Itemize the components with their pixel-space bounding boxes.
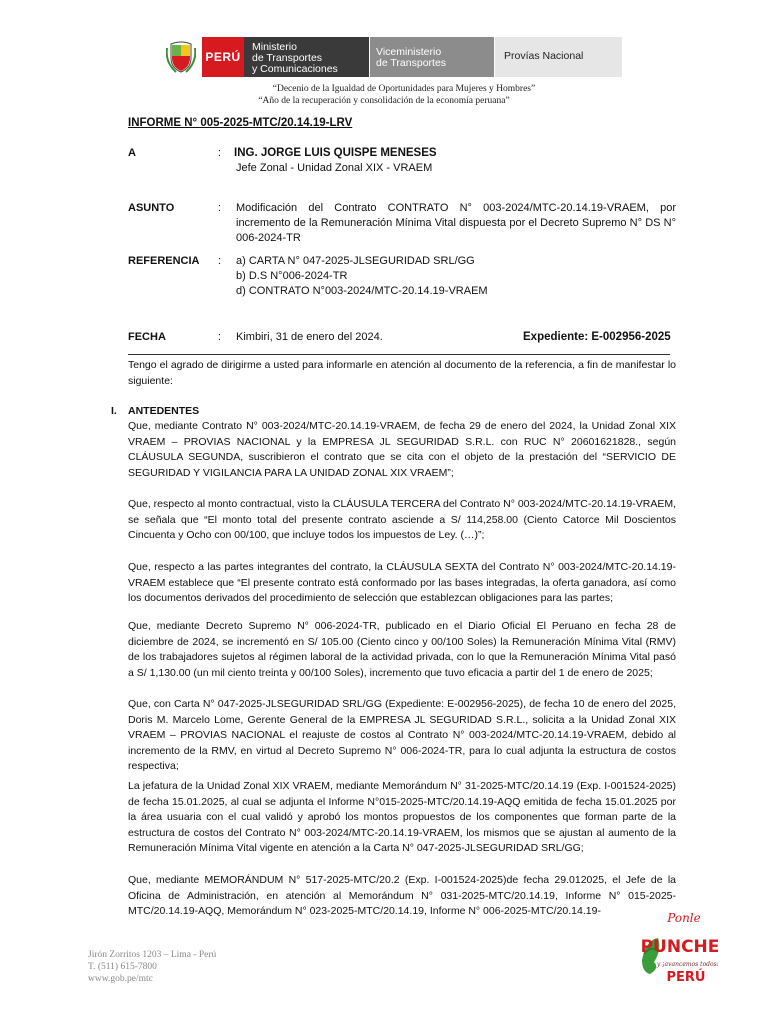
- peru-logo: [202, 37, 244, 77]
- ponle-punche-logo: [636, 910, 718, 995]
- reference-row: [128, 254, 676, 302]
- reference-list: [236, 254, 488, 299]
- body-paragraph: La jefatura de la Unidad Zonal XIX VRAEM, mediante Memorándum N° 31-2025-MTC/20.14.19 (Exp. I-001524-2025) de fecha 15.01.2025, al cual se adjunta el Informe N°015-2025-MTC/20.14.19-AQQ emitida de fecha 15.01.2025 por la área usuaria con el cual validó y aprobó los montos propuestos de los componentes que forman parte de la estructura de costos del Contrato N° 003-2024/MTC-20.14.19-VRAEM, los mismos que se ajustan al aumento de la Remuneración Mínima Vital vigente en atención a la Carta N° 047-2025-JLSEGURIDAD SRL/GG;: [128, 780, 676, 854]
- subject-text: Modificación del Contrato CONTRATO N° 003-2024/MTC-20.14.19-VRAEM, por incremento de la Remuneración Mínima Vital dispuesta por el Decreto Supremo N° DS N° 006-2024-TR: [236, 202, 676, 244]
- colon: :: [218, 202, 222, 214]
- date-row: [128, 330, 676, 346]
- recipient-name: ING. JORGE LUIS QUISPE MENESES: [234, 147, 437, 159]
- body-paragraph: Que, respecto a las partes integrantes del contrato, la CLÁUSULA SEXTA del Contrato N° 003-2024/MTC-20.14.19-VRAEM establece que “El presente contrato está conformado por las bases integradas, la oferta ganadora, así como los documentos derivados del procedimiento de selección que establezcan obligaciones para las partes;: [128, 561, 676, 604]
- viceministerio-label: [369, 37, 494, 77]
- footer-line: Jirón Zorritos 1203 – Lima - Perú: [88, 950, 217, 960]
- section-title: ANTEDENTES: [128, 405, 200, 417]
- reference-label: REFERENCIA: [128, 255, 200, 267]
- colon: :: [218, 331, 222, 343]
- reference-item: a) CARTA N° 047-2025-JLSEGURIDAD SRL/GG: [236, 255, 475, 267]
- ministerio-line: de Transportes: [252, 52, 323, 64]
- header-banner: [160, 37, 622, 77]
- subject-row: [128, 201, 676, 249]
- subject-label: ASUNTO: [128, 202, 175, 214]
- ministerio-label: [244, 37, 369, 77]
- punche-text: PUNCHE: [640, 937, 718, 957]
- report-title: INFORME N° 005-2025-MTC/20.14.19-LRV: [128, 117, 353, 129]
- peru-label: PERÚ: [205, 50, 241, 64]
- section-number: I.: [111, 405, 117, 417]
- date-text: Kimbiri, 31 de enero del 2024.: [236, 331, 383, 343]
- body-paragraph: Que, mediante Decreto Supremo N° 006-2024-TR, publicado en el Diario Oficial El Peruano en fecha 28 de diciembre de 2024, se incrementó en S/ 105.00 (Ciento cinco y 00/100 Soles) la Remuneración Mínima Vital (RMV) de los trabajadores sujetos al régimen laboral de la actividad privada, con lo que la Remuneración Mínima Vital pasó a S/ 1,130.00 (un mil ciento treinta y 00/100 Soles), incremento que tuvo eficacia a partir del 1 de enero de 2025;: [128, 620, 676, 679]
- ponle-subtext: y ¡avancemos todos!: [656, 961, 718, 968]
- recipient-role: Jefe Zonal - Unidad Zonal XIX - VRAEM: [236, 162, 433, 174]
- coat-of-arms-icon: [160, 37, 202, 77]
- ministerio-line: Ministerio: [252, 41, 297, 53]
- reference-item: d) CONTRATO N°003-2024/MTC-20.14.19-VRAEM: [236, 285, 488, 297]
- body-paragraph: Que, mediante Contrato N° 003-2024/MTC-20.14.19-VRAEM, de fecha 29 de enero del 2024, la Unidad Zonal XIX VRAEM – PROVIAS NACIONAL y la EMPRESA JL SEGURIDAD S.R.L. con RUC N° 20601621828., según CLÁUSULA SEGUNDA, suscribieron el contrato que se cita con el objeto de la prestación del “SERVICIO DE SEGURIDAD Y VIGILANCIA PARA LA UNIDAD ZONAL XIX VRAEM”;: [128, 420, 676, 479]
- footer-line: T. (511) 615-7800: [88, 962, 157, 972]
- body-paragraph: Que, mediante MEMORÁNDUM N° 517-2025-MTC/20.2 (Exp. I-001524-2025)de fecha 29.012025, el Jefe de la Oficina de Administración, en atención al Memorándum N° 031-2025-MTC/20.14.19, Informe N° 015-2025-MTC/20.14.19-AQQ, Memorándum N° 023-2025-MTC/20.14.19, Informe N° 006-2025-MTC/20.14.19-: [128, 874, 676, 917]
- motto-line: “Año de la recuperación y consolidación de la economía peruana”: [258, 96, 510, 106]
- colon: :: [218, 255, 222, 267]
- body-paragraph: Que, con Carta N° 047-2025-JLSEGURIDAD SRL/GG (Expediente: E-002956-2025), de fecha 10 de enero del 2025, Doris M. Marcelo Lome, Gerente General de la EMPRESA JL SEGURIDAD S.R.L., solicita a la Unidad Zonal XIX VRAEM – PROVIAS NACIONAL el reajuste de costos al Contrato N° 003-2024/MTC-20.14.19-VRAEM, debido al incremento de la RMV, en virtud al Decreto Supremo N° 006-2024-TR, para lo cual adjunta la estructura de costos respectiva;: [128, 698, 676, 772]
- viceministerio-line: Viceministerio: [376, 46, 442, 58]
- ministerio-line: y Comunicaciones: [252, 63, 338, 75]
- provias-label: Provías Nacional: [494, 37, 622, 77]
- recipient-row: [128, 146, 676, 178]
- ponle-peru-text: PERÚ: [666, 970, 706, 985]
- separator-line: [128, 354, 670, 355]
- body-paragraph: Que, respecto al monto contractual, visto la CLÁUSULA TERCERA del Contrato N° 003-2024/MTC-20.14.19-VRAEM, se señala que “El monto total del presente contrato asciende a S/ 114,258.00 (Ciento Catorce Mil Doscientos Cincuenta y Ocho con 00/100, que incluye todos los impuestos de Ley. (…)”;: [128, 498, 676, 541]
- colon: :: [218, 147, 222, 159]
- intro-paragraph: Tengo el agrado de dirigirme a usted para informarle en atención al documento de la referencia, a fin de manifestar lo siguiente:: [128, 359, 676, 387]
- expediente-number: Expediente: E-002956-2025: [523, 331, 671, 343]
- reference-item: b) D.S N°006-2024-TR: [236, 270, 348, 282]
- mottos: [0, 83, 768, 107]
- recipient-label: A: [128, 147, 136, 159]
- motto-line: “Decenio de la Igualdad de Oportunidades para Mujeres y Hombres”: [272, 84, 536, 94]
- footer-address: [88, 949, 216, 985]
- viceministerio-line: de Transportes: [376, 57, 447, 69]
- ponle-text: Ponle: [667, 911, 701, 925]
- date-label: FECHA: [128, 331, 166, 343]
- footer-line: www.gob.pe/mtc: [88, 974, 153, 984]
